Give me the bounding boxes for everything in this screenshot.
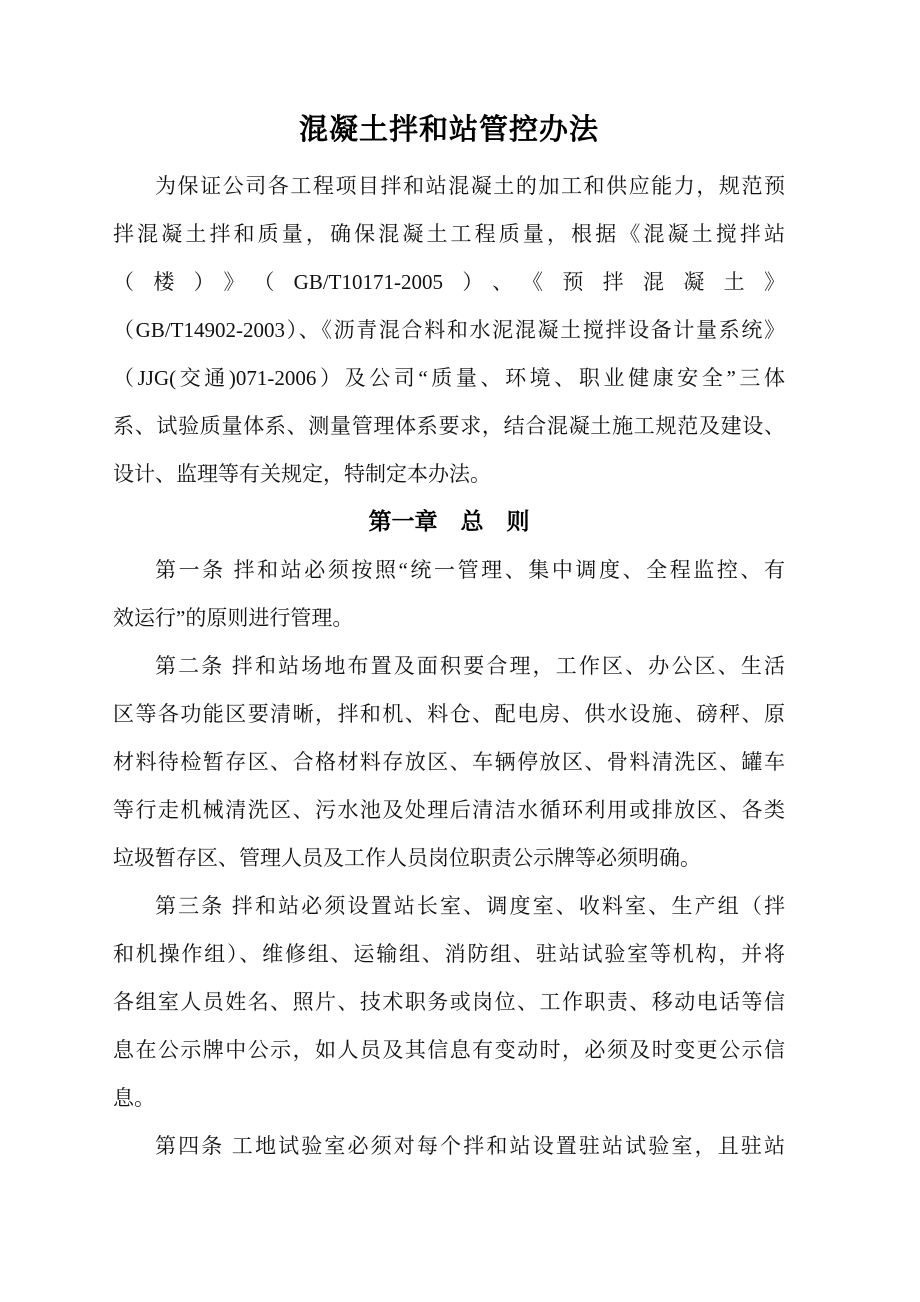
text-line: 各组室人员姓名、照片、技术职务或岗位、工作职责、移动电话等信: [113, 990, 785, 1014]
text-line: 系、试验质量体系、测量管理体系要求，结合混凝土施工规范及建设、: [113, 414, 785, 438]
text-line: （JJG(交通)071-2006）及公司“质量、环境、职业健康安全”三体: [113, 366, 785, 390]
text-line: 设计、监理等有关规定，特制定本办法。: [113, 462, 491, 486]
text-line: （GB/T14902-2003）、《沥青混合料和水泥混凝土搅拌设备计量系统》: [113, 318, 785, 342]
document-title: 混凝土拌和站管控办法: [298, 114, 599, 146]
text-line: 效运行”的原则进行管理。: [113, 606, 354, 630]
text-line: 和机操作组）、维修组、运输组、消防组、驻站试验室等机构，并将: [113, 942, 785, 966]
text-line: 区等各功能区要清晰，拌和机、料仓、配电房、供水设施、磅秤、原: [113, 702, 785, 726]
text-line: 第一条 拌和站必须按照“统一管理、集中调度、全程监控、有: [155, 558, 785, 582]
text-line: 息。: [113, 1086, 155, 1110]
text-line: （楼）》（GB/T10171-2005）、《预拌混凝土》: [113, 270, 785, 294]
text-line: 材料待检暂存区、合格材料存放区、车辆停放区、骨料清洗区、罐车: [113, 750, 785, 774]
text-line: 第三条 拌和站必须设置站长室、调度室、收料室、生产组（拌: [155, 894, 785, 918]
chapter-heading: 第一章 总 则: [368, 509, 530, 534]
text-line: 第二条 拌和站场地布置及面积要合理，工作区、办公区、生活: [155, 654, 785, 678]
text-line: 为保证公司各工程项目拌和站混凝土的加工和供应能力，规范预: [155, 174, 785, 198]
text-line: 等行走机械清洗区、污水池及处理后清洁水循环利用或排放区、各类: [113, 798, 785, 822]
text-line: 第四条 工地试验室必须对每个拌和站设置驻站试验室，且驻站: [155, 1134, 785, 1158]
text-line: 拌混凝土拌和质量，确保混凝土工程质量，根据《混凝土搅拌站: [113, 222, 785, 246]
text-line: 息在公示牌中公示，如人员及其信息有变动时，必须及时变更公示信: [113, 1038, 785, 1062]
text-line: 垃圾暂存区、管理人员及工作人员岗位职责公示牌等必须明确。: [113, 846, 701, 870]
document-body: [113, 162, 785, 1170]
